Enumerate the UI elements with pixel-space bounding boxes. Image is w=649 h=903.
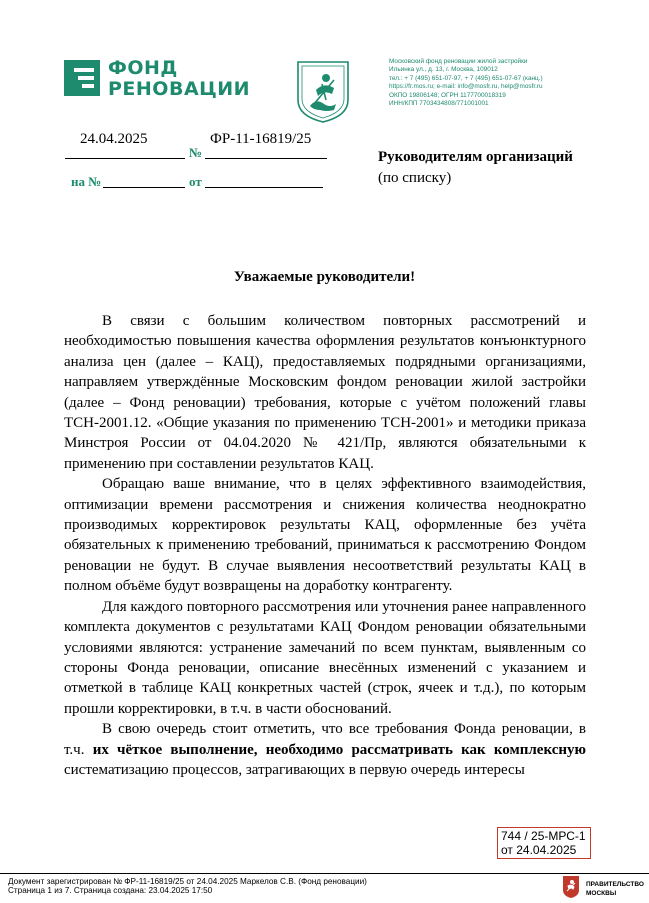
addressee-line1: Руководителям организаций xyxy=(378,149,573,165)
paragraph-2: Обращаю ваше внимание, что в целях эффективного взаимодействия, оптимизации времени рассмотрения и снижения количества неоднократно производимых корректировок результаты КАЦ, оформленные без учёта обязательных к применению требований, приниматься к рассмотрению Фондом реновации не будут. В случае выявления несоответствий результаты КАЦ в полном объёме будут возвращены на доработку контрагенту. xyxy=(64,476,586,595)
paragraph-4 xyxy=(64,719,586,780)
gov-line1: ПРАВИТЕЛЬСТВО xyxy=(586,881,644,888)
org-info-line: https://fr.mos.ru; e-mail: info@mosfr.ru, help@mosfr.ru xyxy=(389,83,543,91)
from-underline xyxy=(205,187,323,188)
paragraph-4-end: систематизацию процессов, затрагивающих в первую очередь интересы xyxy=(64,761,525,778)
registration-date: 24.04.2025 xyxy=(80,131,148,147)
moscow-crest-icon xyxy=(296,60,350,124)
moscow-government-label xyxy=(586,880,644,898)
footer-line2: Страница 1 из 7. Страница создана: 23.04.2025 17:50 xyxy=(8,886,213,895)
org-info-line: ИНН/КПП 7703434808/771001001 xyxy=(389,100,489,108)
org-info-line: тел.: + 7 (495) 651-07-97, + 7 (495) 651-07-67 (канц.) xyxy=(389,74,543,82)
logo-wordmark xyxy=(108,58,250,100)
footer-divider xyxy=(0,873,649,874)
stamp-line2: от 24.04.2025 xyxy=(501,843,577,857)
moscow-government-emblem-icon xyxy=(562,875,580,899)
org-info-line: ОКПО 19806148; ОГРН 1177700018319 xyxy=(389,91,506,99)
addressee xyxy=(378,147,573,189)
logo-line2: РЕНОВАЦИИ xyxy=(108,78,251,100)
organization-info xyxy=(389,58,543,108)
footer-line1: Документ зарегистрирован № ФР-11-16819/25 от 24.04.2025 Маркелов С.В. (Фонд реновации) xyxy=(8,877,367,886)
registration-number: ФР-11-16819/25 xyxy=(210,131,312,147)
org-info-line: Московский фонд реновации жилой застройки xyxy=(389,58,528,65)
paragraph-3: Для каждого повторного рассмотрения или уточнения ранее направленного комплекта документов с результатами КАЦ Фондом реновации обязательными условиями являются: устранение замечаний по всем пунктам, выявленным со стороны Фонда реновации, описание внесённых изменений с указанием и отметкой в таблице КАЦ конкретных частей (строк, ячеек и т.д.), по которым прошли корректировки, в т.ч. в части обоснований. xyxy=(64,598,586,717)
incoming-registration-stamp xyxy=(497,827,591,859)
paragraph-4-bold: их чёткое выполнение, необходимо рассматривать как комплексную xyxy=(92,741,586,758)
logo-line1: ФОНД xyxy=(108,57,178,79)
reply-label: на № xyxy=(71,174,102,189)
org-info-line: Ильинка ул., д. 13, г. Москва, 109012 xyxy=(389,66,498,74)
number-label: № xyxy=(189,145,203,160)
paragraph-1: В связи с большим количеством повторных рассмотрений и необходимостью повышения качества оформления результатов конъюнктурного анализа цен (далее – КАЦ), предоставляемых подрядными организациями, направляем утверждённые Московским фондом реновации жилой застройки (далее – Фонд реновации) требования, которые с учётом положений главы ТСН-2001.12. «Общие указания по применению ТСН-2001» и методики приказа Минстроя России от 04.04.2020 № 421/Пр, являются обязательными к применению при составлении результатов КАЦ. xyxy=(64,313,586,472)
letter-body xyxy=(64,311,586,780)
number-underline xyxy=(205,158,327,159)
greeting: Уважаемые руководители! xyxy=(233,269,416,285)
reply-underline xyxy=(103,187,185,188)
gov-line2: МОСКВЫ xyxy=(586,890,617,897)
paragraph-4-start: В свою очередь стоит отметить, что все требования Фонда реновации, в т.ч. xyxy=(64,721,586,758)
date-underline xyxy=(65,158,185,159)
from-label: от xyxy=(189,174,202,189)
stamp-line1: 744 / 25-МРС-1 xyxy=(501,829,586,843)
footer-registration-info xyxy=(8,877,367,895)
addressee-line2: (по списку) xyxy=(378,170,452,186)
fond-renovatsii-logo-icon xyxy=(64,60,100,96)
